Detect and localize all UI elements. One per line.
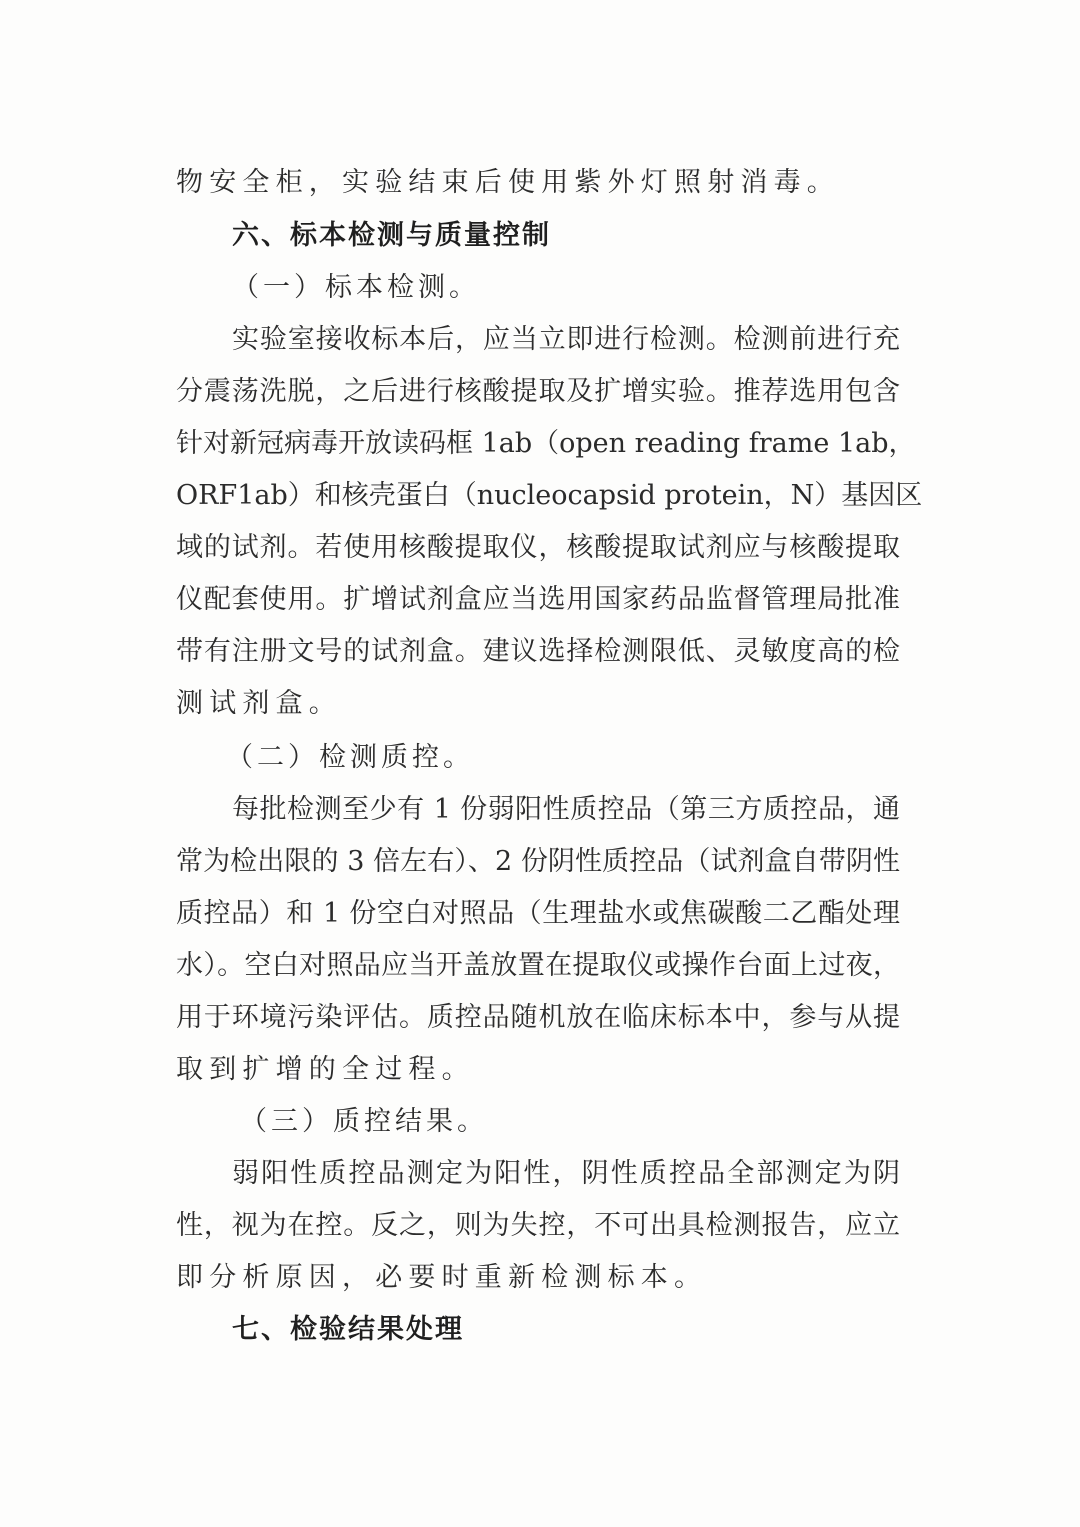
- subsection-heading-2: （二）检测质控。: [226, 742, 474, 773]
- paragraph-line: 域的试剂。若使用核酸提取仪，核酸提取试剂应与核酸提取: [176, 532, 900, 563]
- paragraph-line: 即分析原因，必要时重新检测标本。: [176, 1262, 708, 1293]
- paragraph-line: 质控品）和 1 份空白对照品（生理盐水或焦碳酸二乙酯处理: [176, 898, 900, 929]
- paragraph-line: 分震荡洗脱，之后进行核酸提取及扩增实验。推荐选用包含: [176, 376, 900, 407]
- paragraph-line: 带有注册文号的试剂盒。建议选择检测限低、灵敏度高的检: [176, 636, 900, 667]
- paragraph-line: 性，视为在控。反之，则为失控，不可出具检测报告，应立: [176, 1210, 900, 1241]
- paragraph-line: 水）。空白对照品应当开盖放置在提取仪或操作台面上过夜，: [176, 950, 900, 981]
- paragraph-line: 物安全柜，实验结束后使用紫外灯照射消毒。: [176, 167, 840, 198]
- subsection-heading-1: （一）标本检测。: [232, 272, 480, 303]
- subsection-heading-3: （三）质控结果。: [240, 1106, 488, 1137]
- paragraph-line: 针对新冠病毒开放读码框 1ab（open reading frame 1ab，: [176, 428, 916, 459]
- paragraph-line: 测试剂盒。: [176, 688, 342, 719]
- paragraph-line: 用于环境污染评估。质控品随机放在临床标本中，参与从提: [176, 1002, 900, 1033]
- paragraph-line: 仪配套使用。扩增试剂盒应当选用国家药品监督管理局批准: [176, 584, 900, 615]
- paragraph-line: 取到扩增的全过程。: [176, 1054, 475, 1085]
- section-heading-7: 七、检验结果处理: [232, 1314, 464, 1345]
- paragraph-line: 每批检测至少有 1 份弱阳性质控品（第三方质控品，通: [232, 794, 900, 825]
- paragraph-line: 常为检出限的 3 倍左右）、2 份阴性质控品（试剂盒自带阴性: [176, 846, 900, 877]
- paragraph-line: ORF1ab）和核壳蛋白（nucleocapsid protein，N）基因区: [176, 480, 923, 511]
- section-heading-6: 六、标本检测与质量控制: [232, 220, 551, 251]
- paragraph-line: 实验室接收标本后，应当立即进行检测。检测前进行充: [232, 324, 900, 355]
- paragraph-line: 弱阳性质控品测定为阳性，阴性质控品全部测定为阴: [232, 1158, 900, 1189]
